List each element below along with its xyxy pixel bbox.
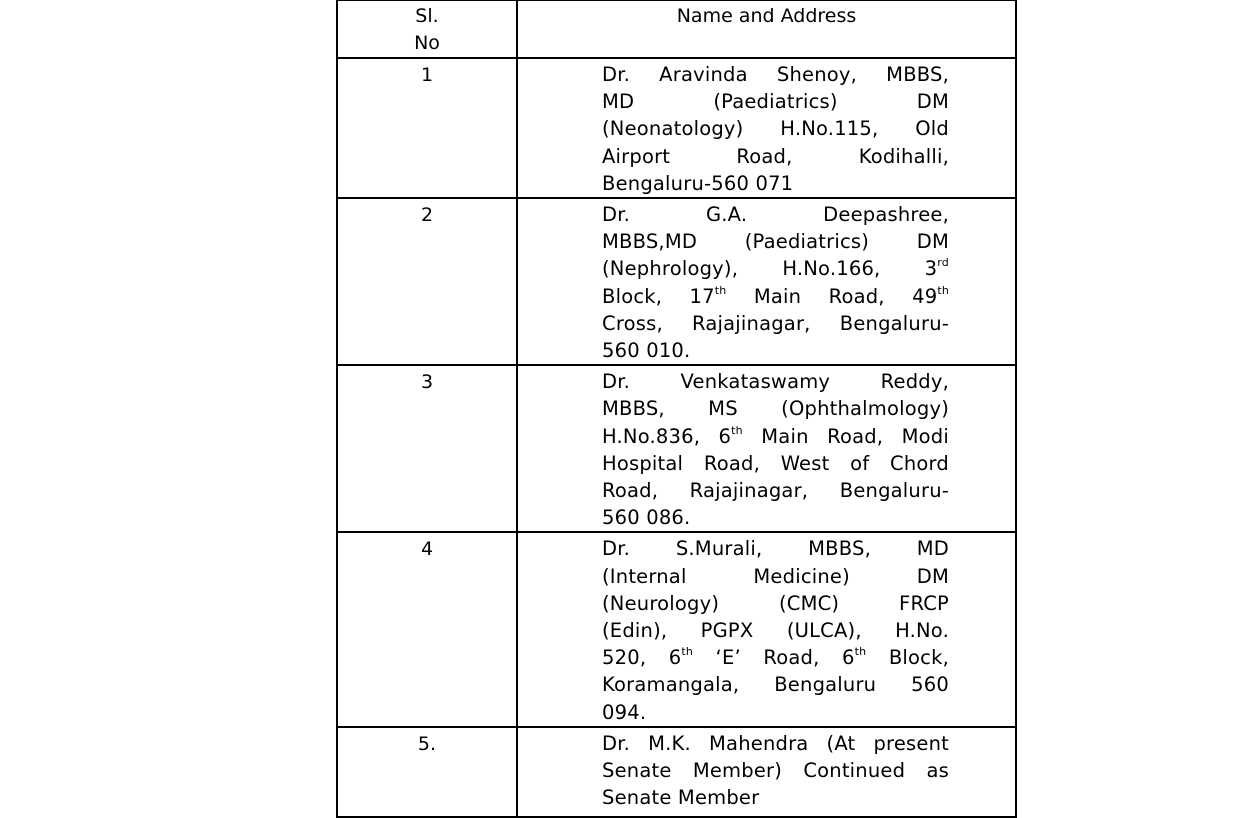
address-text: Dr. Aravinda Shenoy, MBBS, [602, 63, 949, 86]
ordinal-suffix: th [731, 423, 743, 437]
address-text: 560 086. [602, 506, 691, 530]
address-text: H.No.836, 6 [602, 424, 732, 448]
address-line [602, 143, 949, 170]
address-text: Dr. M.K. Mahendra (At present [602, 731, 949, 755]
address-line [602, 450, 949, 477]
address-line [602, 730, 949, 757]
address-text: Main Road, Modi [742, 424, 949, 448]
address-text: MD (Paediatrics) DM [602, 90, 949, 114]
address-line [602, 115, 949, 142]
address-line [602, 699, 949, 726]
address-line [602, 395, 949, 422]
header-sl-no-line1: Sl. [415, 5, 439, 27]
address-text: (Nephrology), H.No.166, 3 [602, 257, 938, 281]
sl-no-cell: 4 [337, 532, 517, 726]
table-row [337, 532, 1016, 726]
address-text: 094. [602, 700, 647, 724]
address-text: Block, 17 [602, 284, 715, 308]
address-text: (Neonatology) H.No.115, Old [602, 117, 949, 141]
address-cell [517, 532, 1016, 726]
address-line [602, 310, 949, 337]
address-line [602, 201, 949, 228]
ordinal-suffix: th [937, 283, 950, 297]
members-table-container [336, 0, 1015, 818]
address-text: Hospital Road, West of Chord [602, 451, 949, 475]
address-text: Block, [866, 646, 949, 670]
address-text: Bengaluru-560 071 [602, 171, 794, 195]
address-cell [517, 365, 1016, 532]
address-text: Dr. S.Murali, MBBS, MD [602, 537, 949, 561]
address-line [602, 283, 949, 310]
sl-no-cell: 3 [337, 365, 517, 532]
address-line [602, 88, 949, 115]
table-row [337, 365, 1016, 532]
address-line [602, 61, 949, 88]
table-row [337, 198, 1016, 365]
address-line [602, 423, 949, 450]
address-text: MBBS, MS (Ophthalmology) [602, 397, 949, 421]
address-line [602, 590, 949, 617]
address-text: Dr. G.A. Deepashree, [602, 203, 949, 227]
address-text: 560 010. [602, 339, 691, 363]
address-line [602, 170, 949, 197]
address-cell [517, 198, 1016, 365]
ordinal-suffix: rd [937, 256, 949, 270]
address-line [602, 617, 949, 644]
header-row [337, 0, 1016, 58]
ordinal-suffix: th [714, 283, 727, 297]
address-line [602, 563, 949, 590]
address-text: MBBS,MD (Paediatrics) DM [602, 230, 949, 254]
address-line [602, 535, 949, 562]
address-line [602, 671, 949, 698]
sl-no-cell: 1 [337, 58, 517, 198]
address-line [602, 504, 949, 531]
address-line [602, 368, 949, 395]
table-row [337, 58, 1016, 198]
address-text: (Neurology) (CMC) FRCP [602, 591, 949, 615]
header-sl-no-line2: No [414, 32, 440, 54]
address-text: Koramangala, Bengaluru 560 [602, 673, 949, 697]
address-cell [517, 727, 1016, 817]
address-text: Senate Member) Continued as [602, 759, 949, 783]
address-text: Cross, Rajajinagar, Bengaluru- [602, 311, 949, 335]
address-line [602, 477, 949, 504]
address-text: (Edin), PGPX (ULCA), H.No. [602, 619, 949, 643]
address-line [602, 255, 949, 282]
ordinal-suffix: th [681, 645, 694, 659]
address-cell [517, 58, 1016, 198]
address-text: Road, Rajajinagar, Bengaluru- [602, 479, 949, 503]
address-text: ‘E’ Road, 6 [693, 646, 855, 670]
address-line [602, 228, 949, 255]
address-line [602, 337, 949, 364]
members-table [336, 0, 1017, 818]
table-row [337, 727, 1016, 817]
address-text: Senate Member [602, 786, 760, 810]
address-text: Main Road, 49 [726, 284, 938, 308]
address-text: (Internal Medicine) DM [602, 564, 949, 588]
address-text: Dr. Venkataswamy Reddy, [602, 370, 949, 394]
header-sl-no [337, 0, 517, 58]
address-text: 520, 6 [602, 646, 682, 670]
header-name-address: Name and Address [517, 0, 1016, 58]
address-line [602, 757, 949, 784]
ordinal-suffix: th [854, 645, 867, 659]
address-text: Airport Road, Kodihalli, [602, 144, 949, 168]
address-line [602, 784, 949, 811]
address-line [602, 644, 949, 671]
sl-no-cell: 5. [337, 727, 517, 817]
sl-no-cell: 2 [337, 198, 517, 365]
